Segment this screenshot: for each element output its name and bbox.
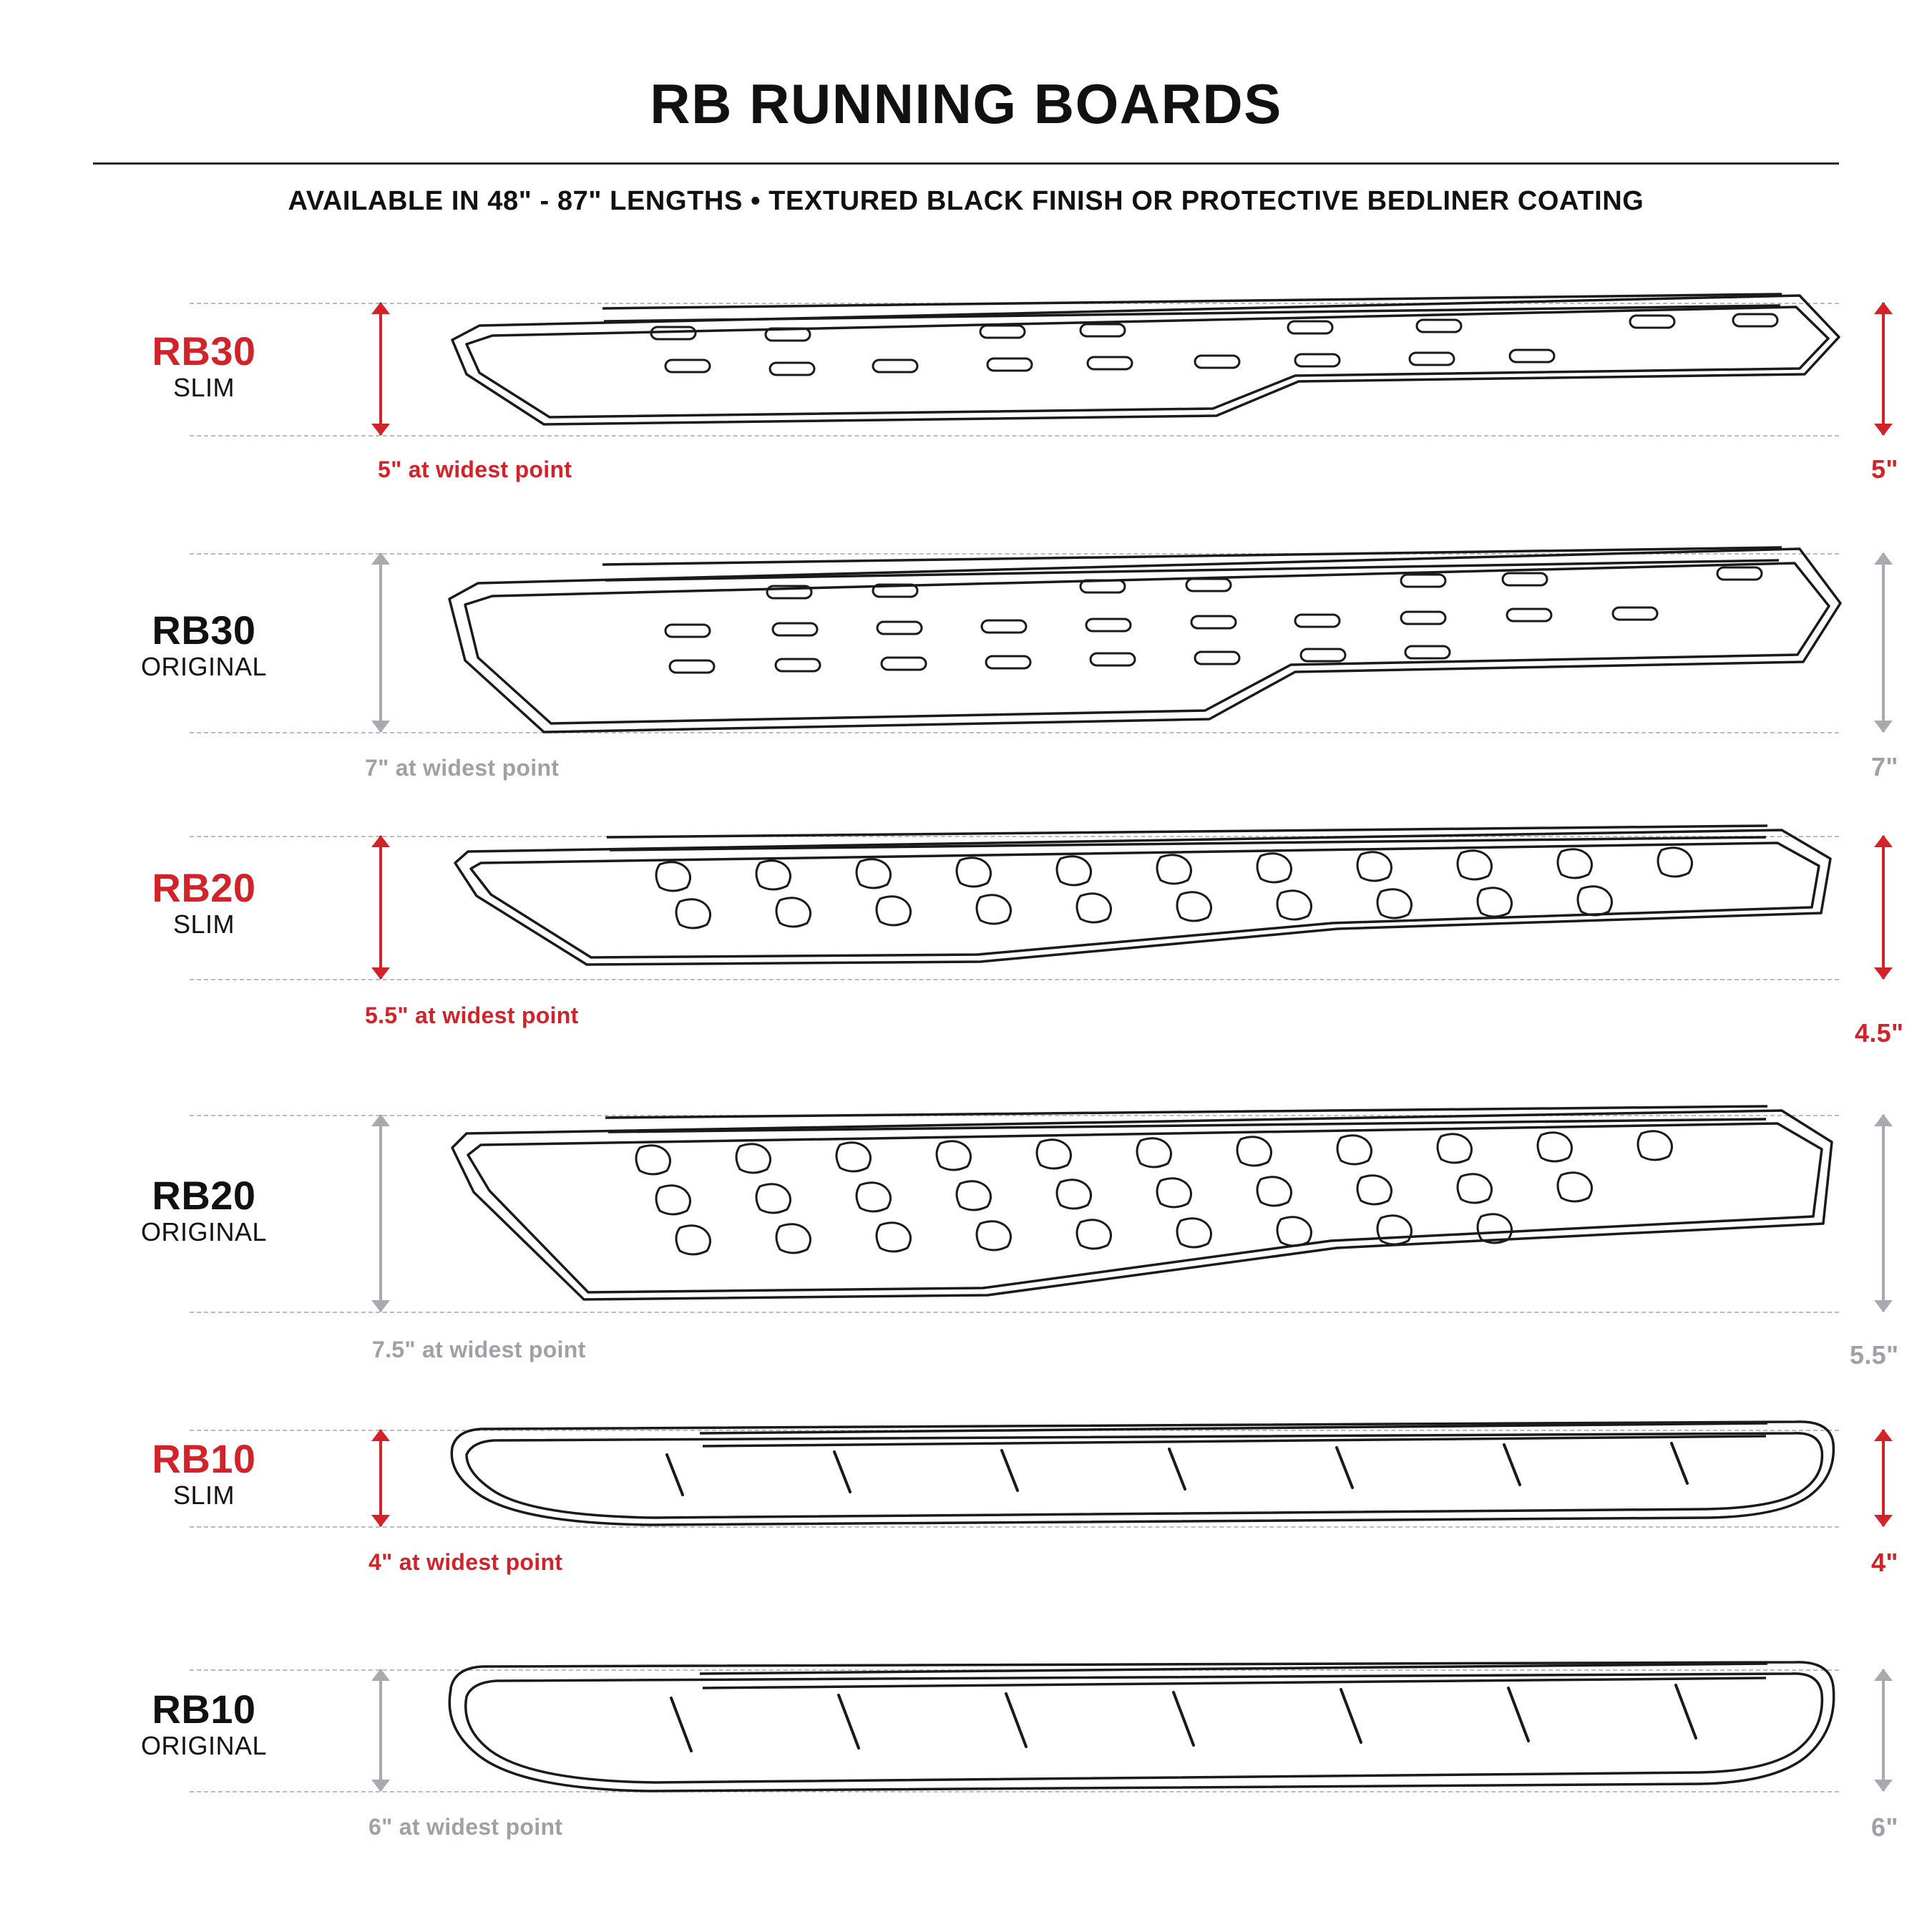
height-arrow-left — [379, 303, 382, 435]
board-row-rb30-slim — [93, 296, 1898, 532]
height-caption: 6" — [1871, 1813, 1898, 1842]
board-illustration-rb30-slim — [436, 288, 1846, 446]
row-label-rb20-original — [114, 1173, 293, 1248]
model-variant: SLIM — [172, 1480, 235, 1510]
board-rows — [93, 296, 1904, 1884]
height-caption: 7" — [1871, 752, 1898, 781]
model-name: RB10 — [152, 1436, 256, 1481]
row-label-rb30-original — [114, 610, 293, 683]
board-row-rb20-slim — [93, 818, 1904, 1097]
height-arrow-left — [379, 1669, 382, 1791]
height-caption: 5" — [1871, 454, 1898, 484]
header-subtitle: AVAILABLE IN 48" - 87" LENGTHS • TEXTURED BLACK FINISH OR PROTECTIVE BEDLINER COATING — [288, 186, 1644, 216]
height-arrow-left — [379, 1115, 382, 1312]
width-caption: 6" at widest point — [369, 1814, 563, 1840]
height-arrow-right — [1882, 553, 1885, 732]
page-title: RB RUNNING BOARDS — [650, 72, 1282, 135]
height-arrow-right — [1882, 836, 1885, 979]
board-illustration-rb10-original — [436, 1657, 1846, 1810]
model-name: RB20 — [152, 865, 256, 910]
board-row-rb20-original — [93, 1097, 1899, 1412]
model-variant: SLIM — [172, 373, 235, 402]
height-arrow-right — [1882, 1115, 1885, 1312]
board-illustration-rb20-original — [436, 1101, 1846, 1330]
model-name: RB20 — [152, 1173, 256, 1218]
width-caption: 5" at widest point — [378, 457, 572, 482]
board-illustration-rb20-slim — [436, 821, 1846, 993]
model-name: RB30 — [152, 328, 256, 374]
height-caption: 5.5" — [1850, 1340, 1899, 1370]
model-name: RB30 — [152, 608, 256, 653]
model-variant: ORIGINAL — [140, 652, 268, 681]
board-row-rb10-original — [93, 1648, 1898, 1884]
model-variant: ORIGINAL — [140, 1217, 268, 1246]
model-variant: SLIM — [172, 909, 235, 939]
board-illustration-rb30-original — [436, 540, 1846, 748]
height-arrow-right — [1882, 1430, 1885, 1526]
height-arrow-left — [379, 1430, 382, 1526]
board-row-rb30-original — [93, 532, 1898, 818]
row-label-rb10-original — [114, 1689, 293, 1762]
height-arrow-left — [379, 553, 382, 732]
height-arrow-right — [1882, 303, 1885, 435]
height-arrow-left — [379, 836, 382, 979]
board-illustration-rb10-slim — [436, 1418, 1846, 1543]
model-name: RB10 — [152, 1687, 256, 1732]
model-variant: ORIGINAL — [140, 1731, 268, 1760]
width-caption: 5.5" at widest point — [365, 1002, 579, 1028]
header-divider — [93, 162, 1839, 165]
header — [93, 0, 1839, 217]
row-label-rb10-slim — [114, 1436, 293, 1511]
height-arrow-right — [1882, 1669, 1885, 1791]
width-caption: 7" at widest point — [365, 755, 560, 781]
board-row-rb10-slim — [93, 1412, 1898, 1648]
row-label-rb20-slim — [114, 865, 293, 940]
height-caption: 4" — [1871, 1548, 1898, 1577]
width-caption: 4" at widest point — [369, 1549, 563, 1575]
height-caption: 4.5" — [1855, 1018, 1904, 1048]
row-label-rb30-slim — [114, 328, 293, 404]
width-caption: 7.5" at widest point — [372, 1337, 586, 1362]
